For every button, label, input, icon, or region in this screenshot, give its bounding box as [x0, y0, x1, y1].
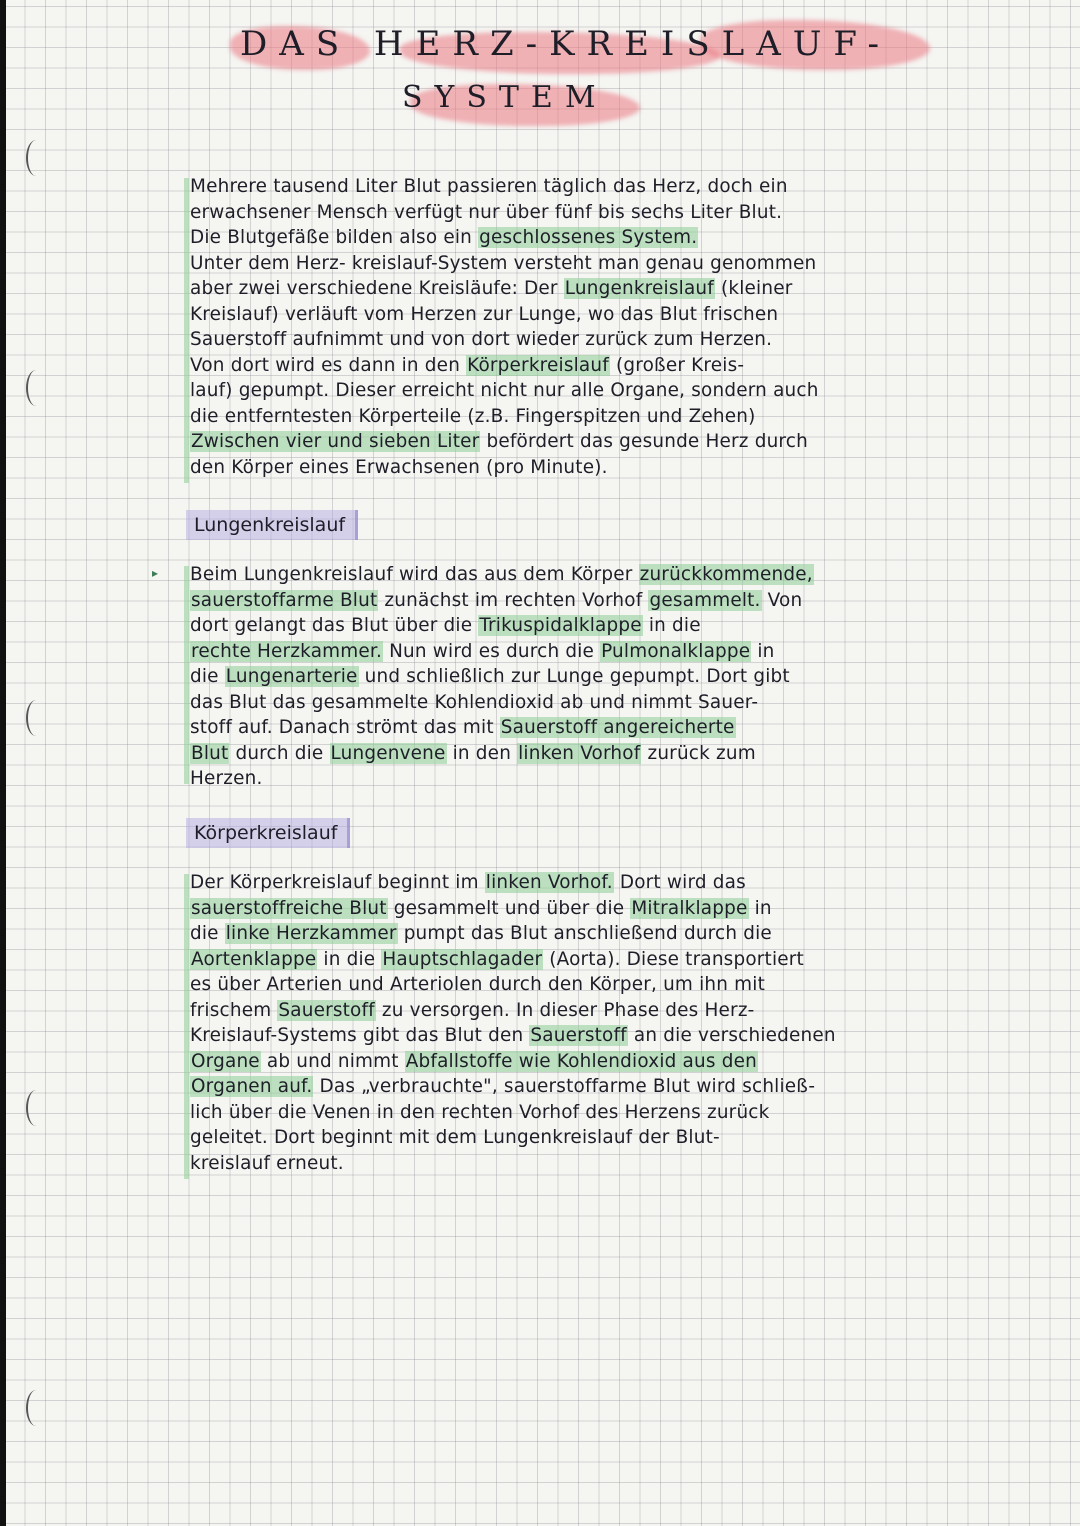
text-line: dort gelangt das Blut über die Trikuspidalklappe in die [190, 615, 701, 636]
text-line: Kreislauf) verläuft vom Herzen zur Lunge, wo das Blut frischen [190, 303, 779, 325]
highlight: linken Vorhof. [485, 872, 613, 893]
highlight: Lungenkreislauf [564, 278, 714, 299]
highlight: Organe [191, 1050, 260, 1072]
text-line: die Lungenarterie und schließlich zur Lunge gepumpt. Dort gibt [190, 666, 790, 687]
page-title-line-1: DAS HERZ-KREISLAUF- [240, 24, 891, 64]
text-line: stoff auf. Danach strömt das mit Sauerstoff angereicherte [190, 717, 735, 738]
text-line: Organen auf. Das „verbrauchte", sauerstoffarme Blut wird schließ- [191, 1076, 816, 1097]
text-line: Kreislauf-Systems gibt das Blut den Sauerstoff an die verschiedenen [190, 1025, 836, 1046]
text-line: Herzen. [190, 768, 263, 789]
highlight: Mitralklappe [631, 897, 748, 919]
highlight: Zwischen vier und sieben Liter [191, 431, 480, 452]
bullet-marker: ▸ [152, 566, 159, 580]
text-line: Zwischen vier und sieben Liter befördert das gesunde Herz durch [191, 431, 808, 452]
text-line: kreislauf erneut. [190, 1152, 344, 1174]
highlight: Körperkreislauf [467, 354, 609, 376]
text-line: den Körper eines Erwachsenen (pro Minute). [190, 456, 608, 478]
text-line: das Blut das gesammelte Kohlendioxid ab und nimmt Sauer- [190, 691, 759, 713]
highlight: Aortenklappe [191, 948, 317, 970]
text-line: sauerstoffarme Blut zunächst im rechten Vorhof gesammelt. Von [191, 589, 803, 611]
text-line: Aortenklappe in die Hauptschlagader (Aorta). Diese transportiert [191, 948, 804, 970]
margin-highlight [184, 566, 189, 784]
section-heading-koerperkreislauf: Körperkreislauf [186, 818, 350, 848]
text-line: Beim Lungenkreislauf wird das aus dem Körper zurückkommende, [190, 564, 813, 585]
margin-highlight [184, 874, 189, 1179]
text-line: Die Blutgefäße bilden also ein geschlossenes System. [190, 227, 698, 248]
punch-hole [26, 700, 46, 736]
highlight: sauerstoffarme Blut [191, 589, 378, 611]
text-line: sauerstoffreiche Blut gesammelt und über die Mitralklappe in [191, 897, 772, 919]
highlight: Hauptschlagader [382, 948, 543, 970]
highlight: Sauerstoff [530, 1025, 627, 1046]
text-line: Blut durch die Lungenvene in den linken Vorhof zurück zum [191, 742, 756, 764]
highlight: zurückkommende, [639, 564, 813, 585]
highlight: gesammelt. [649, 589, 761, 611]
text-line: Unter dem Herz- kreislauf-System versteht man genau genommen [190, 252, 817, 274]
punch-hole [26, 140, 46, 176]
section2-paragraph [190, 870, 1062, 1176]
text-line: erwachsener Mensch verfügt nur über fünf bis sechs Liter Blut. [190, 201, 783, 223]
text-line: die entferntesten Körperteile (z.B. Fingerspitzen und Zehen) [190, 405, 756, 427]
highlight: Trikuspidalklappe [479, 615, 642, 636]
highlight: linke Herzkammer [225, 923, 397, 944]
highlight: linken Vorhof [518, 742, 641, 764]
text-line: es über Arterien und Arteriolen durch den Körper, um ihn mit [190, 974, 765, 995]
highlight: sauerstoffreiche Blut [191, 897, 387, 919]
text-line: rechte Herzkammer. Nun wird es durch die Pulmonalklappe in [191, 640, 775, 662]
section1-paragraph [190, 562, 1062, 792]
highlight: Lungenvene [330, 742, 446, 764]
page-title-line-2: SYSTEM [402, 80, 608, 115]
highlight: Sauerstoff [278, 999, 375, 1021]
text-line: Der Körperkreislauf beginnt im linken Vorhof. Dort wird das [190, 872, 746, 893]
text-line: Von dort wird es dann in den Körperkreislauf (großer Kreis- [190, 354, 745, 376]
text-line: lauf) gepumpt. Dieser erreicht nicht nur alle Organe, sondern auch [190, 380, 819, 401]
text-line: frischem Sauerstoff zu versorgen. In dieser Phase des Herz- [190, 999, 755, 1021]
punch-hole [26, 1090, 46, 1126]
text-line: lich über die Venen in den rechten Vorhof des Herzens zurück [190, 1101, 770, 1123]
text-line: aber zwei verschiedene Kreisläufe: Der Lungenkreislauf (kleiner [190, 278, 793, 299]
section-heading-lungenkreislauf: Lungenkreislauf [186, 510, 358, 540]
margin-highlight [184, 178, 189, 483]
highlight: Sauerstoff angereicherte [500, 717, 735, 738]
text-line: die linke Herzkammer pumpt das Blut anschließend durch die [190, 923, 772, 944]
text-line: Mehrere tausend Liter Blut passieren täglich das Herz, doch ein [190, 176, 788, 197]
highlight: Abfallstoffe wie Kohlendioxid aus den [405, 1050, 757, 1072]
intro-paragraph [190, 174, 1062, 480]
highlight: rechte Herzkammer. [191, 640, 383, 662]
highlight: Blut [191, 742, 229, 764]
page-edge [0, 0, 6, 1526]
highlight: Lungenarterie [225, 666, 358, 687]
highlight: Pulmonalklappe [601, 640, 751, 662]
text-line: Sauerstoff aufnimmt und von dort wieder zurück zum Herzen. [190, 329, 773, 350]
punch-hole [26, 1390, 46, 1426]
title-block [170, 18, 1050, 128]
text-line: geleitet. Dort beginnt mit dem Lungenkreislauf der Blut- [190, 1127, 720, 1148]
highlight: geschlossenes System. [479, 227, 698, 248]
highlight: Organen auf. [191, 1076, 313, 1097]
text-line: Organe ab und nimmt Abfallstoffe wie Kohlendioxid aus den [191, 1050, 757, 1072]
punch-hole [26, 370, 46, 406]
